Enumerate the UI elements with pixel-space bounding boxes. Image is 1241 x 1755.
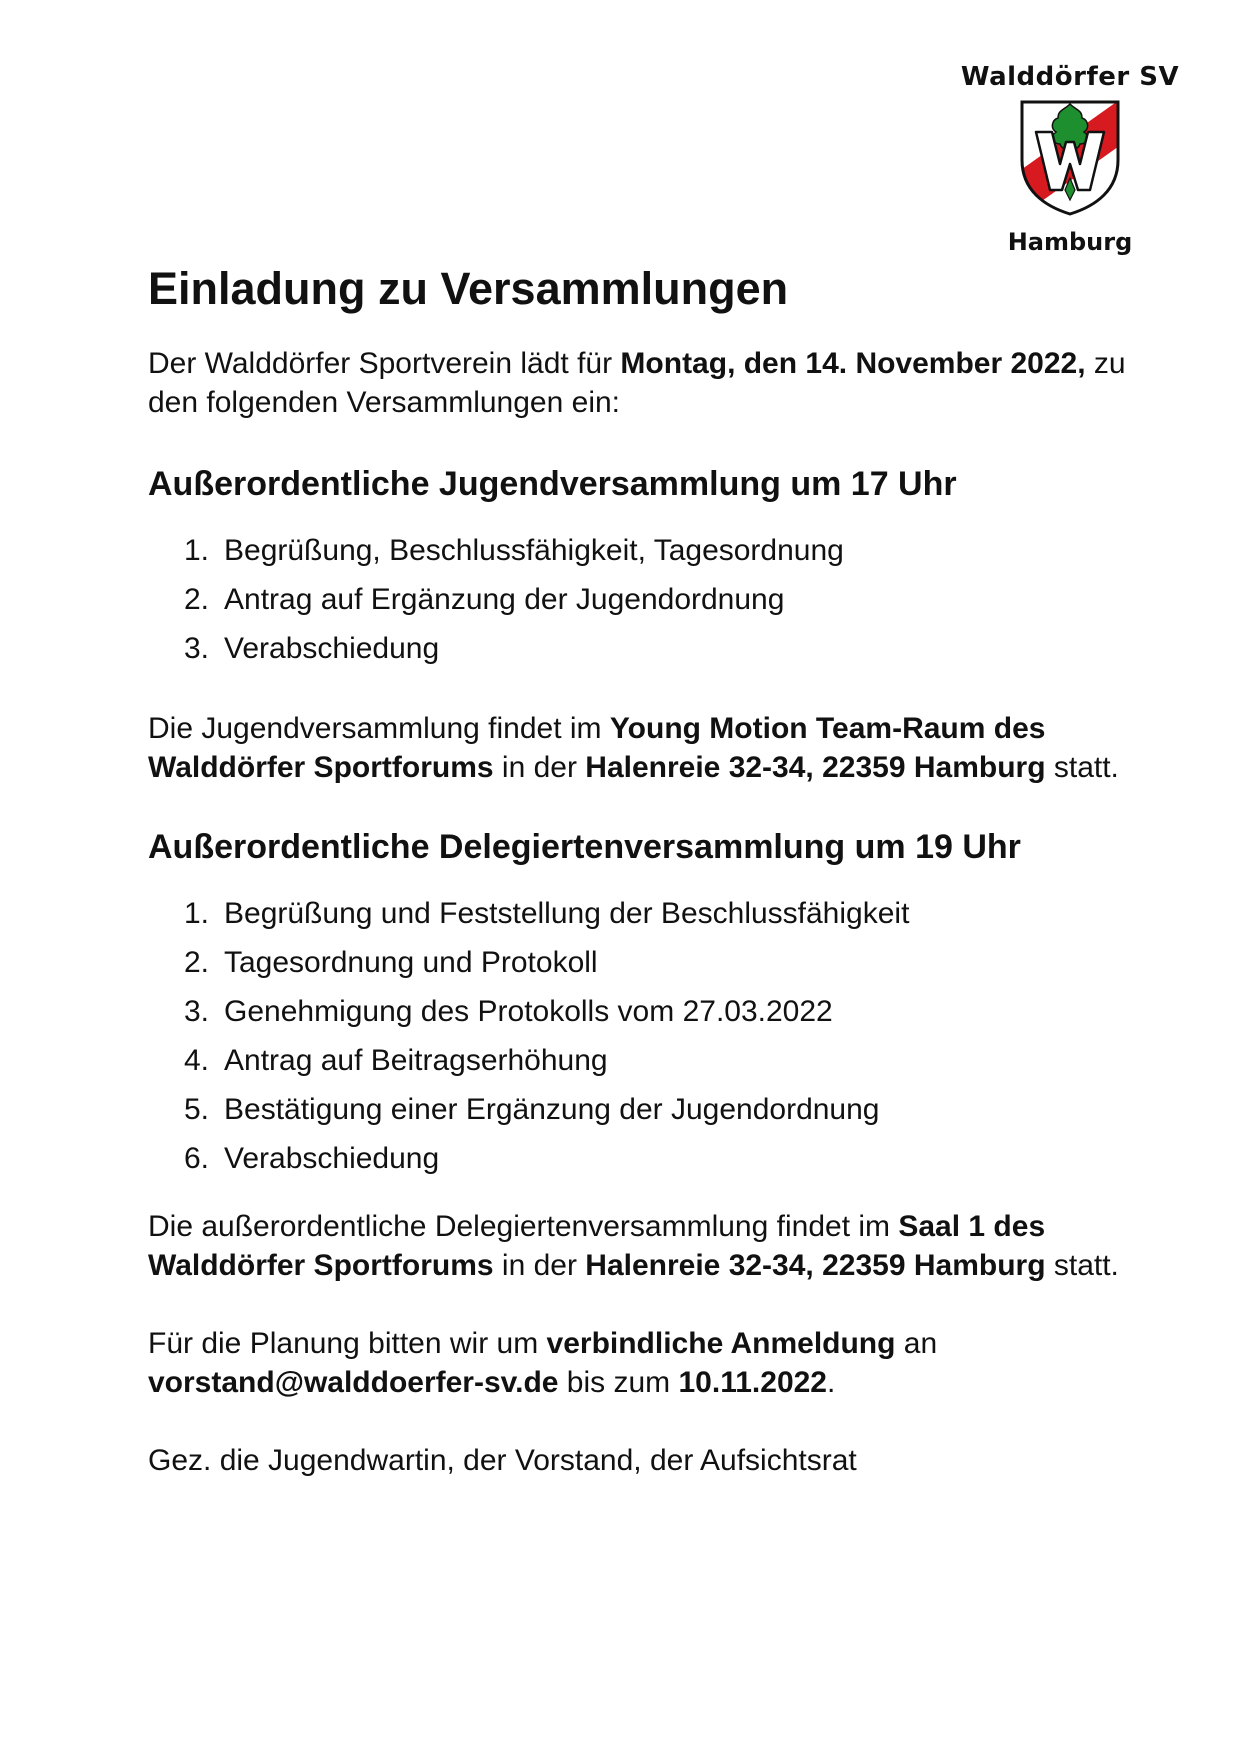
delegates-room: Saal 1 des Walddörfer Sportforums	[148, 1210, 1046, 1283]
location-text-end: statt.	[1045, 751, 1119, 785]
agenda-item	[148, 987, 1128, 1036]
agenda-text: Begrüßung und Feststellung der Beschlussfähigkeit	[224, 897, 910, 931]
club-name: Walddörfer SV	[960, 62, 1180, 92]
agenda-text: Tagesordnung und Protokoll	[224, 946, 598, 980]
youth-address: Halenreie 32-34, 22359 Hamburg	[585, 751, 1046, 785]
agenda-item	[148, 1036, 1128, 1085]
delegates-agenda	[148, 889, 1128, 1183]
registration-email[interactable]: vorstand@walddoerfer-sv.de	[148, 1366, 559, 1400]
agenda-text: Begrüßung, Beschlussfähigkeit, Tagesordnung	[224, 534, 844, 568]
location-text: Die Jugendversammlung findet im	[148, 712, 610, 746]
registration-text: bis zum	[558, 1366, 679, 1400]
agenda-item	[148, 624, 1128, 673]
youth-agenda	[148, 526, 1128, 673]
agenda-number: 3.	[184, 995, 210, 1029]
agenda-text: Genehmigung des Protokolls vom 27.03.2022	[224, 995, 833, 1029]
signature: Gez. die Jugendwartin, der Vorstand, der Aufsichtsrat	[148, 1444, 857, 1478]
agenda-item	[148, 1085, 1128, 1134]
agenda-number: 2.	[184, 946, 210, 980]
registration-emphasis: verbindliche Anmeldung	[546, 1327, 896, 1361]
agenda-text: Verabschiedung	[224, 632, 440, 666]
agenda-item	[148, 575, 1128, 624]
agenda-item	[148, 938, 1128, 987]
location-text: Die außerordentliche Delegiertenversammlung findet im	[148, 1210, 899, 1244]
meeting-date: Montag, den 14. November 2022,	[620, 347, 1086, 380]
intro-text-end: zu den folgenden Versammlungen ein:	[148, 347, 1126, 419]
club-city: Hamburg	[1007, 228, 1133, 256]
page-title: Einladung zu Versammlungen	[148, 263, 789, 314]
agenda-number: 4.	[184, 1044, 210, 1078]
registration-text: Für die Planung bitten wir um	[148, 1327, 547, 1361]
intro-paragraph	[148, 344, 1128, 422]
agenda-item	[148, 1134, 1128, 1183]
agenda-text: Antrag auf Ergänzung der Jugendordnung	[224, 583, 785, 617]
youth-room: Young Motion Team-Raum des Walddörfer Sportforums	[148, 712, 1046, 785]
registration-text-end: .	[827, 1366, 836, 1400]
youth-location-paragraph	[148, 709, 1128, 787]
registration-text: an	[895, 1327, 938, 1361]
letter-body	[148, 262, 1128, 1480]
location-text: in der	[493, 1249, 586, 1283]
club-logo	[950, 52, 1190, 262]
location-text-end: statt.	[1045, 1249, 1119, 1283]
registration-paragraph	[148, 1324, 1128, 1402]
agenda-number: 1.	[184, 897, 210, 931]
delegates-location-paragraph	[148, 1207, 1128, 1285]
agenda-number: 2.	[184, 583, 210, 617]
agenda-text: Verabschiedung	[224, 1142, 440, 1176]
intro-text: Der Walddörfer Sportverein lädt für	[148, 347, 621, 380]
club-crest-icon	[1018, 98, 1122, 218]
agenda-number: 1.	[184, 534, 210, 568]
agenda-text: Antrag auf Beitragserhöhung	[224, 1044, 608, 1078]
delegates-meeting-heading: Außerordentliche Delegiertenversammlung um 19 Uhr	[148, 828, 1021, 867]
agenda-text: Bestätigung einer Ergänzung der Jugendordnung	[224, 1093, 880, 1127]
location-text: in der	[493, 751, 586, 785]
delegates-address: Halenreie 32-34, 22359 Hamburg	[585, 1249, 1046, 1283]
agenda-item	[148, 889, 1128, 938]
agenda-number: 6.	[184, 1142, 210, 1176]
youth-meeting-heading: Außerordentliche Jugendversammlung um 17 Uhr	[148, 465, 957, 503]
agenda-item	[148, 526, 1128, 575]
registration-deadline: 10.11.2022	[678, 1366, 827, 1400]
agenda-number: 3.	[184, 632, 210, 666]
agenda-number: 5.	[184, 1093, 210, 1127]
